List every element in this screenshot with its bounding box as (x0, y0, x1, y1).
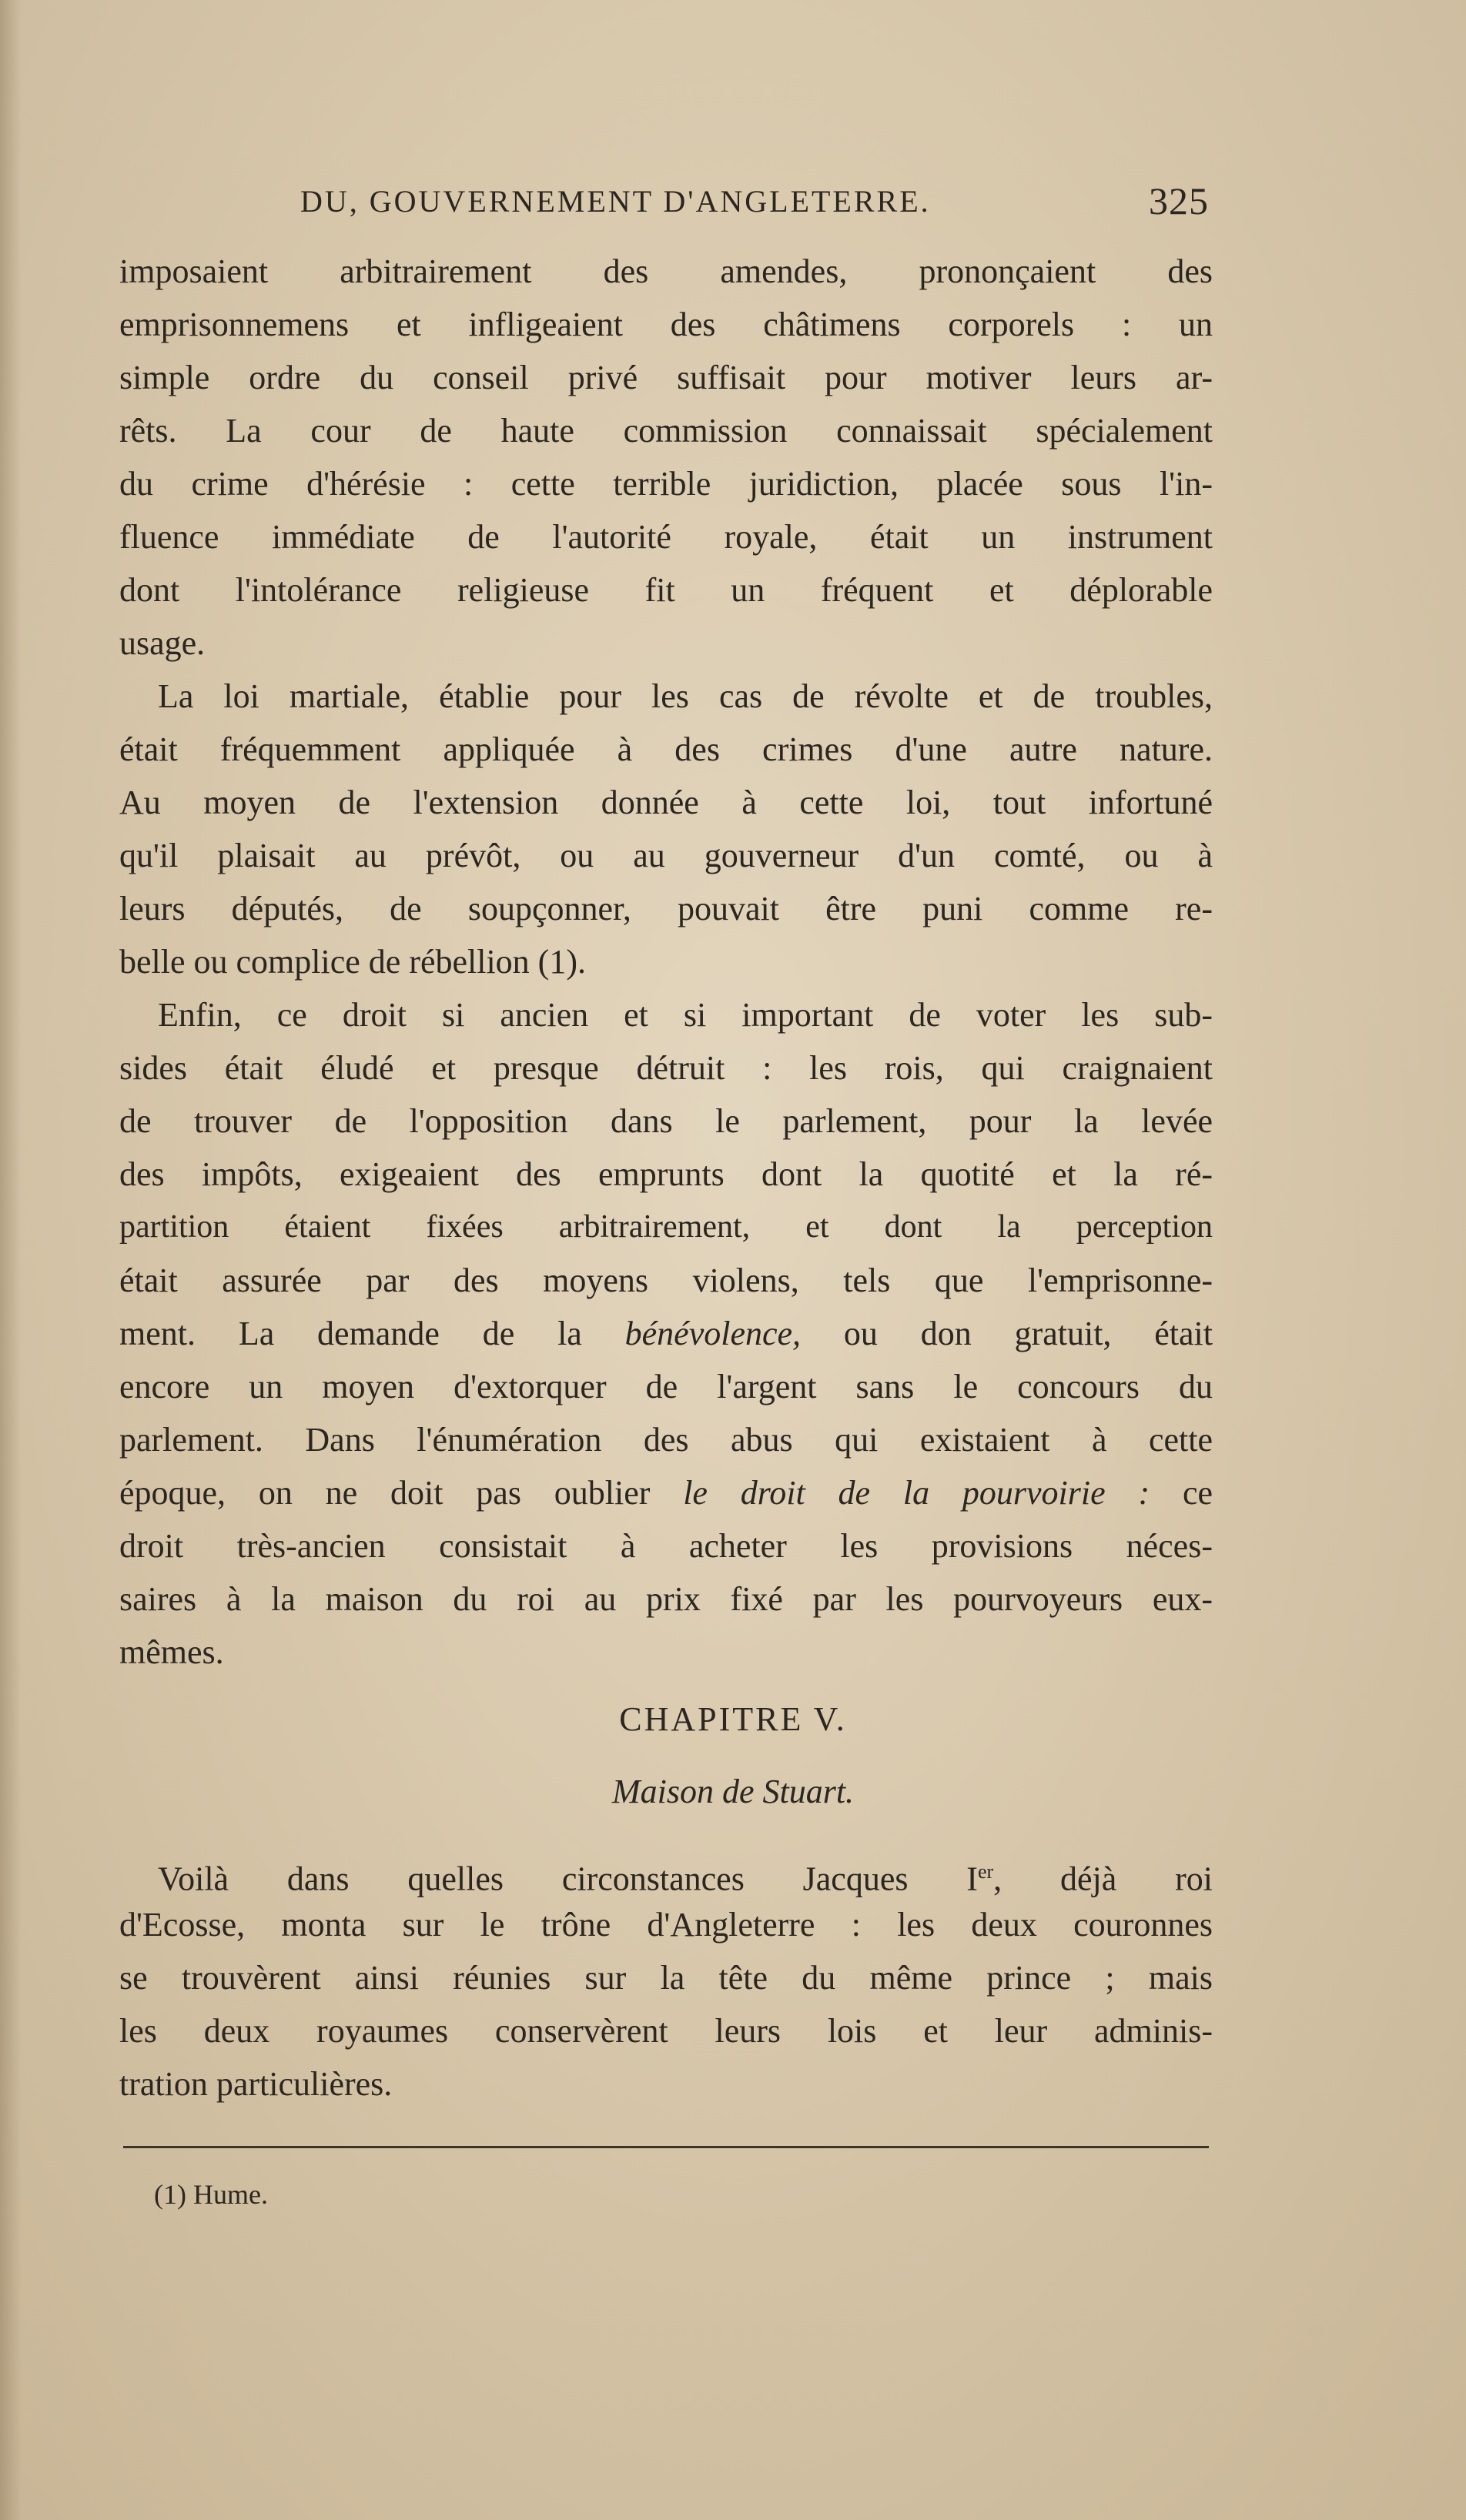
text-line: simple ordre du conseil privé suffisait pour motiver leurs ar- (119, 359, 1213, 396)
text-line: droit très-ancien consistait à acheter les provisions néces- (119, 1527, 1213, 1565)
text-line: de trouver de l'opposition dans le parlement, pour la levée (119, 1102, 1213, 1140)
text-line: saires à la maison du roi au prix fixé par les pourvoyeurs eux- (119, 1580, 1213, 1618)
text-line: époque, on ne doit pas oublier le droit de la pourvoirie : ce (119, 1474, 1213, 1512)
text-line: emprisonnemens et infligeaient des châtimens corporels : un (119, 306, 1213, 343)
footnote-rule (123, 2146, 1209, 2148)
italic-term: bénévolence, (624, 1315, 802, 1352)
text-line: belle ou complice de rébellion (1). (119, 943, 586, 981)
text-line: usage. (119, 624, 206, 662)
text-line: imposaient arbitrairement des amendes, prononçaient des (119, 252, 1213, 290)
text-line: était assurée par des moyens violens, tels que l'emprisonne- (119, 1262, 1213, 1299)
chapter-subtitle: Maison de Stuart. (611, 1773, 855, 1810)
text-line: se trouvèrent ainsi réunies sur la tête du même prince ; mais (119, 1959, 1213, 1997)
text-line: fluence immédiate de l'autorité royale, était un instrument (119, 518, 1213, 556)
paragraph-start: La loi martiale, établie pour les cas de révolte et de troubles, (158, 677, 1213, 715)
text-line: rêts. La cour de haute commission connaissait spécialement (119, 412, 1213, 450)
paragraph-start: Enfin, ce droit si ancien et si important de voter les sub- (158, 996, 1213, 1034)
text-line: ment. La demande de la bénévolence, ou don gratuit, était (119, 1315, 1213, 1352)
italic-term: le droit de la pourvoirie : (683, 1474, 1150, 1512)
text-line: qu'il plaisait au prévôt, ou au gouverneur d'un comté, ou à (119, 837, 1213, 874)
text-line: d'Ecosse, monta sur le trône d'Angleterre : les deux couronnes (119, 1906, 1213, 1943)
text-line: dont l'intolérance religieuse fit un fréquent et déplorable (119, 571, 1213, 609)
text-line: encore un moyen d'extorquer de l'argent sans le concours du (119, 1368, 1213, 1405)
text-line: Au moyen de l'extension donnée à cette loi, tout infortuné (119, 784, 1213, 821)
chapter-title: CHAPITRE V. (619, 1700, 847, 1738)
text-line: mêmes. (119, 1633, 224, 1671)
text-line: les deux royaumes conservèrent leurs lois et leur adminis- (119, 2012, 1213, 2050)
page-number: 325 (1149, 179, 1209, 222)
text-line: parlement. Dans l'énumération des abus qui existaient à cette (119, 1421, 1213, 1459)
footnote: (1) Hume. (154, 2179, 268, 2210)
paragraph-start: Voilà dans quelles circonstances Jacques Ier, déjà roi (158, 1860, 1213, 1898)
text-line: tration particulières. (119, 2065, 393, 2103)
page-header (300, 179, 1209, 232)
text-line: partition étaient fixées arbitrairement, et dont la perception (119, 1209, 1213, 1245)
running-head: DU, GOUVERNEMENT D'ANGLETERRE. (300, 184, 931, 219)
text-line: sides était éludé et presque détruit : les rois, qui craignaient (119, 1049, 1213, 1087)
main-text (119, 245, 1213, 1679)
text-line: leurs députés, de soupçonner, pouvait être puni comme re- (119, 890, 1213, 927)
text-line: était fréquemment appliquée à des crimes d'une autre nature. (119, 730, 1213, 768)
superscript: er (977, 1860, 994, 1883)
text-line: des impôts, exigeaient des emprunts dont la quotité et la ré- (119, 1155, 1213, 1193)
chapter-text (119, 1845, 1213, 2111)
text-line: du crime d'hérésie : cette terrible juridiction, placée sous l'in- (119, 465, 1213, 503)
